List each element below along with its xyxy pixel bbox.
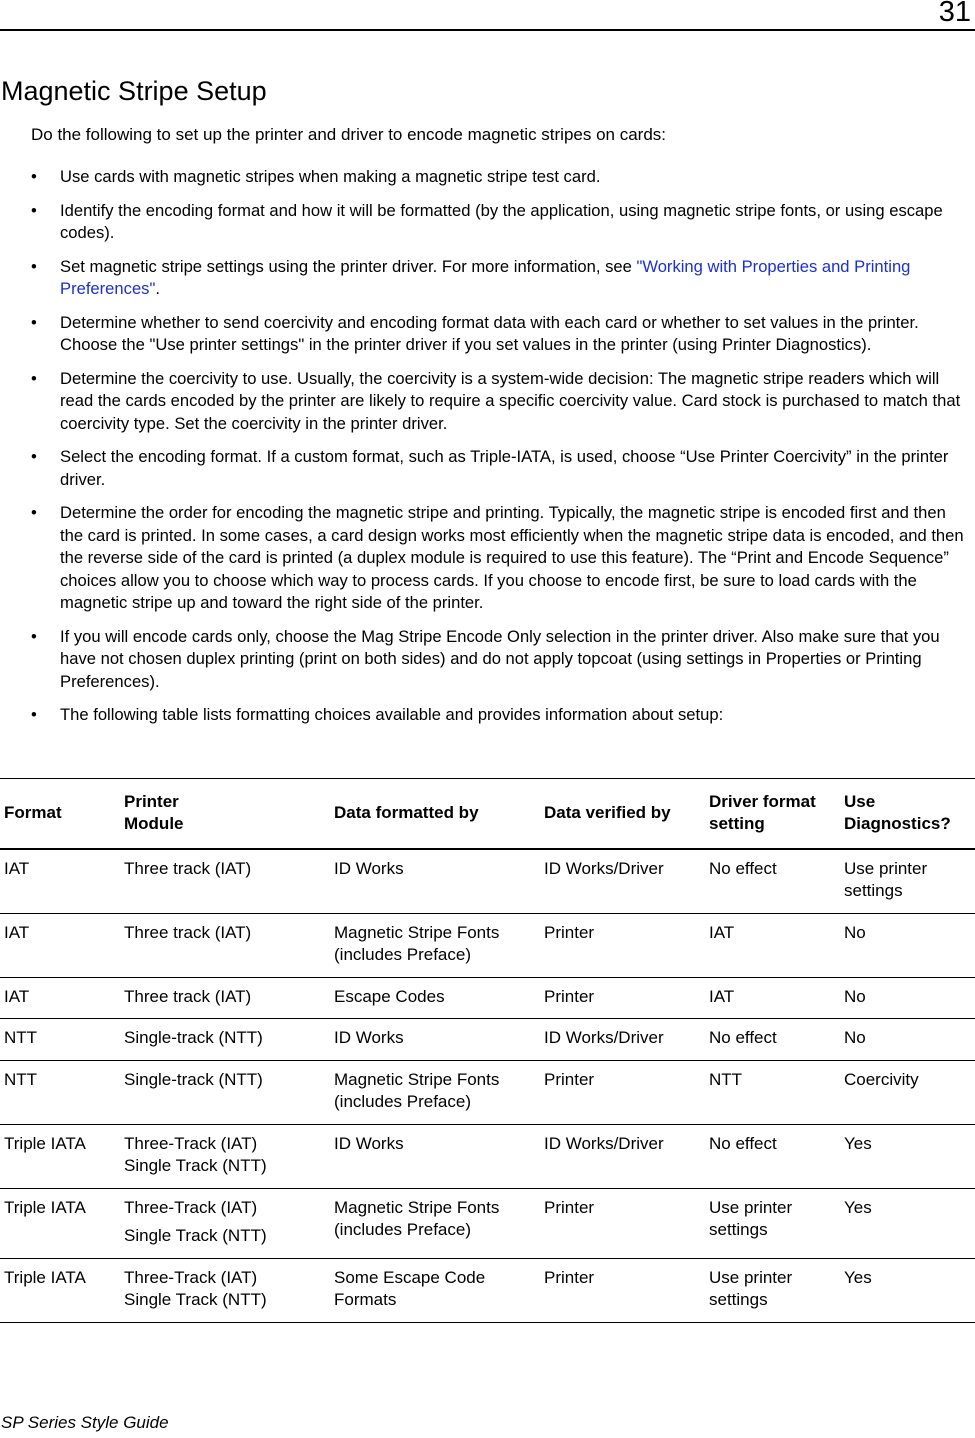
cell-module: Three track (IAT) bbox=[124, 922, 252, 942]
cell-format: Triple IATA bbox=[4, 1133, 86, 1153]
bullet-icon: • bbox=[31, 503, 37, 522]
cell-format: NTT bbox=[4, 1028, 38, 1047]
cell-formatted-by: ID Works bbox=[334, 858, 404, 878]
table-row bbox=[0, 1124, 975, 1188]
cell-module: Single-track (NTT) bbox=[124, 1028, 263, 1047]
cell-driver-setting: No effect bbox=[709, 1028, 777, 1047]
cell-verified-by: ID Works/Driver bbox=[544, 858, 664, 878]
cell-format: NTT bbox=[4, 1069, 38, 1089]
header-printer-module: Printer Module bbox=[124, 791, 184, 834]
bullet-icon: • bbox=[31, 626, 37, 646]
table-row bbox=[0, 849, 975, 914]
cell-driver-setting: Use printer settings bbox=[709, 1267, 793, 1309]
cell-format: IAT bbox=[4, 922, 30, 942]
cell-driver-setting: NTT bbox=[709, 1069, 743, 1089]
cell-format: IAT bbox=[4, 858, 30, 878]
header-format: Format bbox=[4, 803, 62, 822]
table-row bbox=[0, 1188, 975, 1258]
cell-diagnostics: Yes bbox=[844, 1197, 872, 1217]
cell-diagnostics: Use printer settings bbox=[844, 858, 928, 900]
page-title: Magnetic Stripe Setup bbox=[1, 76, 267, 106]
header-data-formatted-by: Data formatted by bbox=[334, 803, 479, 822]
cell-formatted-by: Some Escape Code Formats bbox=[334, 1267, 486, 1309]
table-row bbox=[0, 1258, 975, 1322]
cell-module: Three-Track (IAT) Single Track (NTT) bbox=[124, 1267, 267, 1309]
cell-formatted-by: ID Works bbox=[334, 1133, 404, 1153]
list-item: • The following table lists formatting choices available and provides information about setup: bbox=[0, 704, 975, 727]
list-item: • Determine the order for encoding the magnetic stripe and printing. Typically, the magnetic stripe is encoded first and then the card is printed. In some cases, a card design works most efficiently when the magnetic stripe data is encoded, and then the reverse side of the card is printed (a duplex module is required to use this feature). The “Print and Encode Sequence” choices allow you to choose which way to process cards. If you choose to encode first, be sure to load cards with the magnetic stripe up and toward the right side of the printer. bbox=[31, 503, 964, 612]
cell-verified-by: ID Works/Driver bbox=[544, 1028, 664, 1047]
list-item: • Determine the coercivity to use. Usually, the coercivity is a system-wide decision: The magnetic stripe readers which will read the cards encoded by the printer are likely to require a specific coercivity value. Card stock is purchased to match that coercivity type. Set the coercivity in the printer driver. bbox=[31, 368, 961, 433]
bullet-icon: • bbox=[31, 167, 37, 186]
cell-diagnostics: No bbox=[844, 986, 866, 1006]
cell-formatted-by: ID Works bbox=[334, 1028, 404, 1047]
cell-module: Three track (IAT) bbox=[124, 986, 252, 1006]
header-rule bbox=[0, 29, 975, 31]
cell-diagnostics: No bbox=[844, 1028, 866, 1047]
cell-module: Three track (IAT) bbox=[124, 858, 252, 878]
cell-verified-by: Printer bbox=[544, 1069, 595, 1089]
bullet-list bbox=[0, 166, 975, 738]
header-use-diagnostics: Use Diagnostics? bbox=[844, 791, 951, 834]
cell-verified-by: Printer bbox=[544, 922, 595, 942]
format-table bbox=[0, 778, 975, 1323]
list-item: • Set magnetic stripe settings using the printer driver. For more information, see "Working with Properties and Printing Preferences". bbox=[31, 256, 911, 298]
page-footer: SP Series Style Guide bbox=[1, 1413, 169, 1432]
table-row bbox=[0, 1060, 975, 1124]
cell-module: Three-Track (IAT) Single Track (NTT) bbox=[124, 1197, 267, 1245]
cell-diagnostics: Yes bbox=[844, 1267, 872, 1287]
cell-format: Triple IATA bbox=[4, 1197, 86, 1217]
page-number: 31 bbox=[938, 0, 971, 28]
cell-diagnostics: No bbox=[844, 922, 866, 942]
bullet-icon: • bbox=[31, 256, 37, 276]
table-row bbox=[0, 977, 975, 1019]
cell-formatted-by: Magnetic Stripe Fonts (includes Preface) bbox=[334, 1069, 500, 1111]
cell-driver-setting: IAT bbox=[709, 922, 735, 942]
bullet-icon: • bbox=[31, 200, 37, 220]
cell-formatted-by: Escape Codes bbox=[334, 986, 445, 1006]
list-item: • If you will encode cards only, choose the Mag Stripe Encode Only selection in the printer driver. Also make sure that you have not chosen duplex printing (print on both sides) and do not apply topcoat (using settings in Properties or Printing Preferences). bbox=[31, 626, 940, 691]
table-header-row bbox=[0, 779, 975, 849]
cell-formatted-by: Magnetic Stripe Fonts (includes Preface) bbox=[334, 1197, 500, 1239]
bullet-icon: • bbox=[31, 705, 37, 724]
cell-format: Triple IATA bbox=[4, 1267, 86, 1287]
cell-format: IAT bbox=[4, 986, 30, 1006]
cell-verified-by: Printer bbox=[544, 1267, 595, 1287]
intro-paragraph: Do the following to set up the printer and driver to encode magnetic stripes on cards: bbox=[31, 125, 667, 144]
table-row bbox=[0, 1019, 975, 1061]
cell-driver-setting: Use printer settings bbox=[709, 1197, 793, 1239]
cell-driver-setting: No effect bbox=[709, 858, 777, 878]
cell-module: Three-Track (IAT) Single Track (NTT) bbox=[124, 1133, 267, 1175]
cell-driver-setting: No effect bbox=[709, 1133, 777, 1153]
bullet-icon: • bbox=[31, 312, 37, 332]
properties-link[interactable]: "Working with Properties and Printing Preferences" bbox=[60, 256, 911, 298]
header-data-verified-by: Data verified by bbox=[544, 803, 671, 822]
list-item: • Use cards with magnetic stripes when making a magnetic stripe test card. bbox=[0, 166, 975, 189]
header-driver-format-setting: Driver format setting bbox=[709, 791, 816, 834]
cell-verified-by: Printer bbox=[544, 986, 595, 1006]
cell-diagnostics: Coercivity bbox=[844, 1069, 919, 1089]
bullet-icon: • bbox=[31, 368, 37, 388]
cell-driver-setting: IAT bbox=[709, 986, 735, 1006]
cell-verified-by: ID Works/Driver bbox=[544, 1133, 664, 1153]
cell-module: Single-track (NTT) bbox=[124, 1069, 263, 1089]
bullet-icon: • bbox=[31, 447, 37, 466]
list-item: • Identify the encoding format and how it will be formatted (by the application, using magnetic stripe fonts, or using escape codes). bbox=[31, 200, 943, 242]
cell-formatted-by: Magnetic Stripe Fonts (includes Preface) bbox=[334, 922, 500, 964]
list-item: • Select the encoding format. If a custom format, such as Triple-IATA, is used, choose “Use Printer Coercivity” in the printer driver. bbox=[31, 447, 949, 489]
table-row bbox=[0, 913, 975, 977]
cell-verified-by: Printer bbox=[544, 1197, 595, 1217]
cell-diagnostics: Yes bbox=[844, 1133, 872, 1153]
list-item: • Determine whether to send coercivity and encoding format data with each card or whether to set values in the printer. Choose the "Use printer settings" in the printer driver if you set values in the printer (using Printer Diagnostics). bbox=[31, 312, 919, 354]
